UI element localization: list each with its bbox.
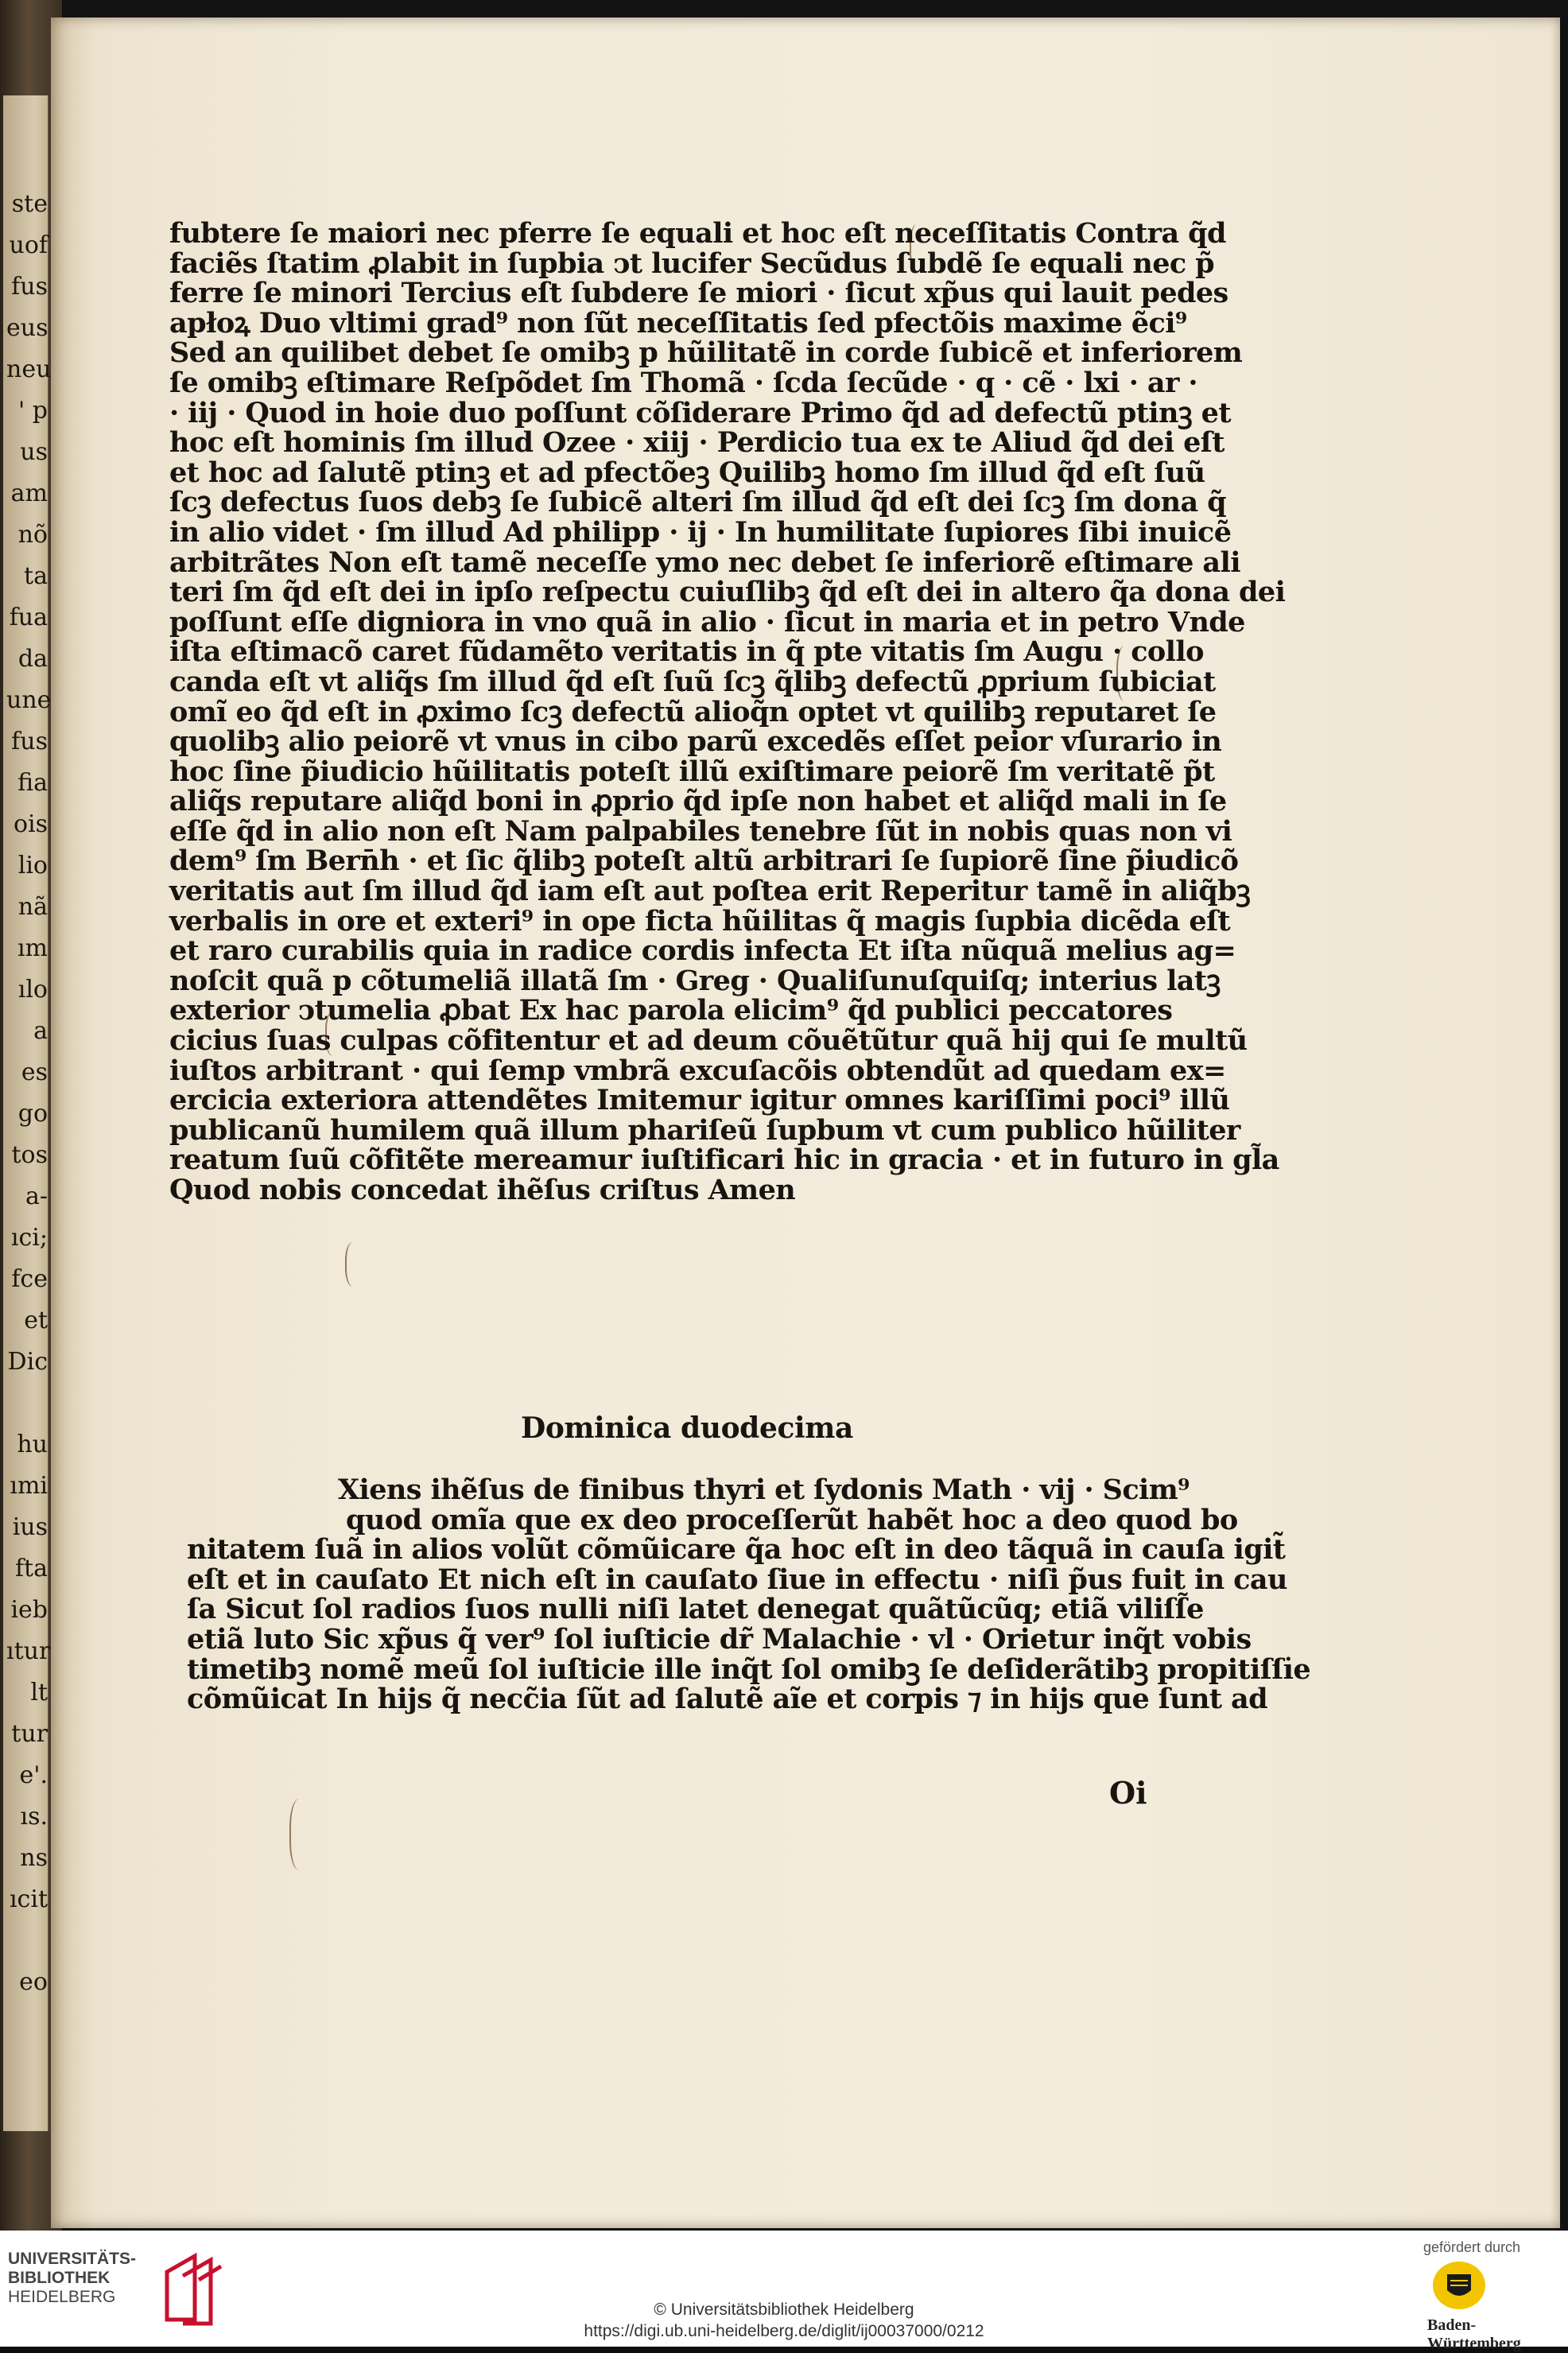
left-page-fragment: ois (13, 810, 48, 838)
text-line: noſcit quã p cõtumeliã illatã ſm · Greg · Qualiſunuſquiſq; interius latꝫ (169, 964, 1221, 997)
left-page-fragment: eo (19, 1968, 48, 1996)
text-line: aliq̃s reputare aliq̃d boni in ꝓprio q̃d ipſe non habet et aliq̃d mali in ſe (169, 785, 1227, 818)
text-line: hoc ſine p̃iudicio hũilitatis poteſt illũ exiſtimare peiorẽ ſm veritatẽ p̃t (169, 755, 1215, 788)
text-line: apłoꝝ Duo vltimi grad⁹ non ſũt neceſſitatis ſed pfectõis maxime ẽci⁹ (169, 306, 1187, 340)
left-page-fragment: lio (17, 852, 48, 879)
left-page-fragment: ılo (17, 976, 48, 1004)
text-line: Xiens ihẽſus de finibus thyri et ſydonis Math · vij · Scim⁹ (338, 1474, 1190, 1506)
text-line: Sed an quilibet debet ſe omibꝫ p hũilitatẽ in corde ſubicẽ et inferiorem (169, 336, 1243, 370)
left-page-fragment: uof (9, 231, 48, 259)
left-page-fragment: Dic (7, 1348, 48, 1376)
text-line: nitatem ſuã in alios volũt cõmũicare q̃a hoc eſt in deo tãquã in cauſa igit̃ (187, 1533, 1286, 1567)
funder-name: Baden-Württemberg (1427, 2316, 1521, 2352)
text-line: omĩ eo q̃d eſt in ꝓximo ſcꝫ defectũ alioq̃n optet vt quilibꝫ reputaret ſe (169, 695, 1217, 728)
text-line: poſſunt eſſe digniora in vno quã in alio · ſicut in maria et in petro Vnde (169, 605, 1245, 639)
text-line: arbitrãtes Non eſt tamẽ neceſſe ymo nec debet ſe inferiorẽ eſtimare ali (169, 546, 1240, 579)
left-page-fragment: da (17, 645, 48, 673)
left-page-fragment: nã (17, 893, 48, 921)
left-page-fragment: fua (9, 604, 48, 631)
left-page-fragment: ım (17, 934, 48, 962)
page-url[interactable]: https://digi.ub.uni-heidelberg.de/diglit/ij00037000/0212 (584, 2322, 984, 2340)
signature-mark: Oi (1109, 1775, 1147, 1811)
left-page-fragment: ıs. (20, 1803, 48, 1831)
text-line: publicanũ humilem quã illum phariſeũ ſupbum vt cum publico hũiliter (169, 1113, 1240, 1147)
left-page-fragment: ius (12, 1513, 48, 1541)
text-line: dem⁹ ſm Bern̄h · et ſic q̃libꝫ poteſt altũ arbitrari ſe ſupiorẽ ſine p̃iudicõ (169, 845, 1239, 878)
left-page-fragment: fus (11, 273, 48, 301)
text-line: veritatis aut ſm illud q̃d iam eſt aut poſtea erit Reperitur tamẽ in aliq̃bꝫ (169, 875, 1251, 908)
left-page-fragment: ns (20, 1844, 48, 1872)
library-logo-text[interactable] (8, 2250, 136, 2307)
left-page-fragment: a- (25, 1182, 48, 1210)
text-line: Quod nobis concedat ihẽſus criſtus Amen (169, 1174, 796, 1206)
left-page-fragment: nõ (17, 521, 48, 549)
left-page-fragment: hu (17, 1431, 48, 1458)
left-page-fragment: une (6, 686, 52, 714)
left-page-fragment: ieb (10, 1596, 48, 1624)
left-page-fragment: ıcit (9, 1885, 48, 1913)
copyright-text: © Universitätsbibliothek Heidelberg (654, 2301, 914, 2319)
left-page-fragment: ıtur (6, 1637, 51, 1665)
text-line: reatum ſuũ cõfitẽte mereamur iuſtificari hic in gracia · et in futuro in gl̃a (169, 1143, 1279, 1177)
library-name-line1: UNIVERSITÄTS- (8, 2250, 137, 2268)
library-name-line3: HEIDELBERG (8, 2288, 116, 2306)
text-line: etiã luto Sic xp̃us q̃ ver⁹ ſol iuſticie dr̃ Malachie · vl · Orietur inq̃t vobis (187, 1622, 1252, 1656)
text-line: quolibꝫ alio peiorẽ vt vnus in cibo parũ excedẽs eſſet peior vſurario in (169, 725, 1222, 759)
text-line: iuſtos arbitrant · qui ſemp vmbrã excuſacõis obtendũt ad quedam ex= (169, 1054, 1226, 1087)
text-line: ferre ſe minori Tercius eſt ſubdere ſe miori · ſicut xp̃us qui lauit pedes (169, 277, 1228, 310)
left-page-fragment: es (21, 1058, 48, 1086)
main-text-block (169, 217, 1286, 1206)
rubrication-stroke (345, 1242, 364, 1287)
text-line: iſta eſtimacõ caret fũdamẽto veritatis in q̃ pte vitatis ſm Augu · collo (169, 635, 1204, 669)
left-page-fragment: ta (24, 562, 48, 590)
left-page-fragment: ste (11, 190, 48, 218)
section-heading: Dominica duodecima (521, 1411, 853, 1445)
second-text-block (187, 1474, 1311, 1716)
left-page-fragment: e'. (19, 1761, 48, 1789)
baden-wuerttemberg-emblem-icon[interactable] (1431, 2260, 1487, 2311)
text-line: cõmũicat In hijs q̃ necc̃ia ſũt ad ſalutẽ aĩe et corpis ⁊ in hijs que ſunt ad (187, 1683, 1267, 1716)
left-page-fragment: tur (11, 1720, 48, 1748)
left-page-fragment: a (33, 1017, 48, 1045)
left-page-fragment: neu (6, 355, 52, 383)
text-line: ercicia exteriora attendẽtes Imitemur igitur omnes kariſſimi poci⁹ illũ (169, 1084, 1230, 1117)
text-line: et hoc ad ſalutẽ ptinꝫ et ad pfectõeꝫ Quilibꝫ homo ſm illud q̃d eſt ſuũ (169, 456, 1205, 489)
text-line: cicius ſuas culpas cõfitentur et ad deum cõuẽtũtur quã hij qui ſe multũ (169, 1024, 1248, 1058)
text-line: ſa Sicut ſol radios ſuos nulli niſi latet denegat quãtũcũq; etiã viliſſ̃e (187, 1593, 1204, 1626)
left-page-fragment: go (17, 1100, 48, 1128)
left-page-fragment: ' p (18, 397, 48, 425)
text-line: timetibꝫ nomẽ meũ ſol iuſticie ille inq̃t ſol omibꝫ ſe deſiderãtibꝫ propitiſſi̇e (187, 1652, 1311, 1686)
text-line: faciẽs ſtatim ꝓlabit in ſupbia ↄt lucifer Secũdus ſubdẽ ſe equali nec p̃ (169, 247, 1215, 280)
left-page-fragment: eus (6, 314, 49, 342)
text-line: verbalis in ore et exteri⁹ in ope ficta hũilitas q̃ magis ſupbia dicẽda eſt (169, 904, 1231, 938)
text-line: eſt et in cauſato Et nich eſt in cauſato ſiue in effectu · niſi p̃us fuit in cau (187, 1563, 1287, 1596)
left-page-fragment: ımi (10, 1472, 48, 1500)
text-line: · iij · Quod in hoie duo poſſunt cõſiderare Primo q̃d ad defectũ ptinꝫ et (169, 396, 1231, 429)
text-line: ſcꝫ defectus ſuos debꝫ ſe ſubicẽ alteri ſm illud q̃d eſt dei ſcꝫ ſm dona q̃ (169, 486, 1227, 519)
left-page-fragment: fia (17, 769, 48, 797)
text-line: quod omĩa que ex deo proceſſerũt habẽt hoc a deo quod bo (346, 1503, 1238, 1536)
text-line: ſe omibꝫ eſtimare Reſpõdet ſm Thomã · ſcda ſecũde · q · cẽ · lxi · ar · (169, 366, 1197, 399)
text-line: exterior ↄtumelia ꝓbat Ex hac parola elicim⁹ q̃d publici peccatores (169, 994, 1173, 1027)
left-page-fragment: et (24, 1307, 48, 1334)
text-line: canda eſt vt aliq̃s ſm illud q̃d eſt ſuũ ſcꝫ q̃libꝫ defectũ ꝓprium ſubiciat (169, 665, 1216, 698)
left-page-fragment: tos (11, 1141, 48, 1169)
text-line: et raro curabilis quia in radice cordis infecta Et iſta nũquã melius ag= (169, 934, 1236, 968)
left-page-fragment: us (20, 438, 48, 466)
left-page-fragment: ıci; (10, 1224, 48, 1252)
left-page-fragment: fus (11, 728, 48, 755)
left-page-fragment: fce (11, 1265, 48, 1293)
library-name-line2: BIBLIOTHEK (8, 2269, 111, 2287)
text-line: in alio videt · ſm illud Ad philipp · ij · In humilitate ſupiores ſibi inuicẽ (169, 515, 1232, 549)
left-page-fragment: lt (30, 1679, 48, 1707)
text-line: hoc eſt hominis ſm illud Ozee · xiij · Perdicio tua ex te Aliud q̃d dei eſt (169, 426, 1225, 460)
rubrication-stroke (289, 1799, 313, 1870)
text-line: fubtere ſe maiori nec pferre ſe equali et hoc eſt neceſſitatis Contra q̃d (169, 217, 1226, 250)
left-page-fragment: am (10, 480, 48, 507)
left-page-fragment: fta (14, 1555, 48, 1582)
text-line: teri ſm q̃d eſt dei in ipſo reſpectu cuiuſlibꝫ q̃d eſt dei in altero q̃a dona dei (169, 576, 1286, 609)
text-line: eſſe q̃d in alio non eſt Nam palpabiles tenebre ſũt in nobis quas non vi (169, 814, 1232, 848)
funded-by-label: gefördert durch (1423, 2239, 1521, 2255)
